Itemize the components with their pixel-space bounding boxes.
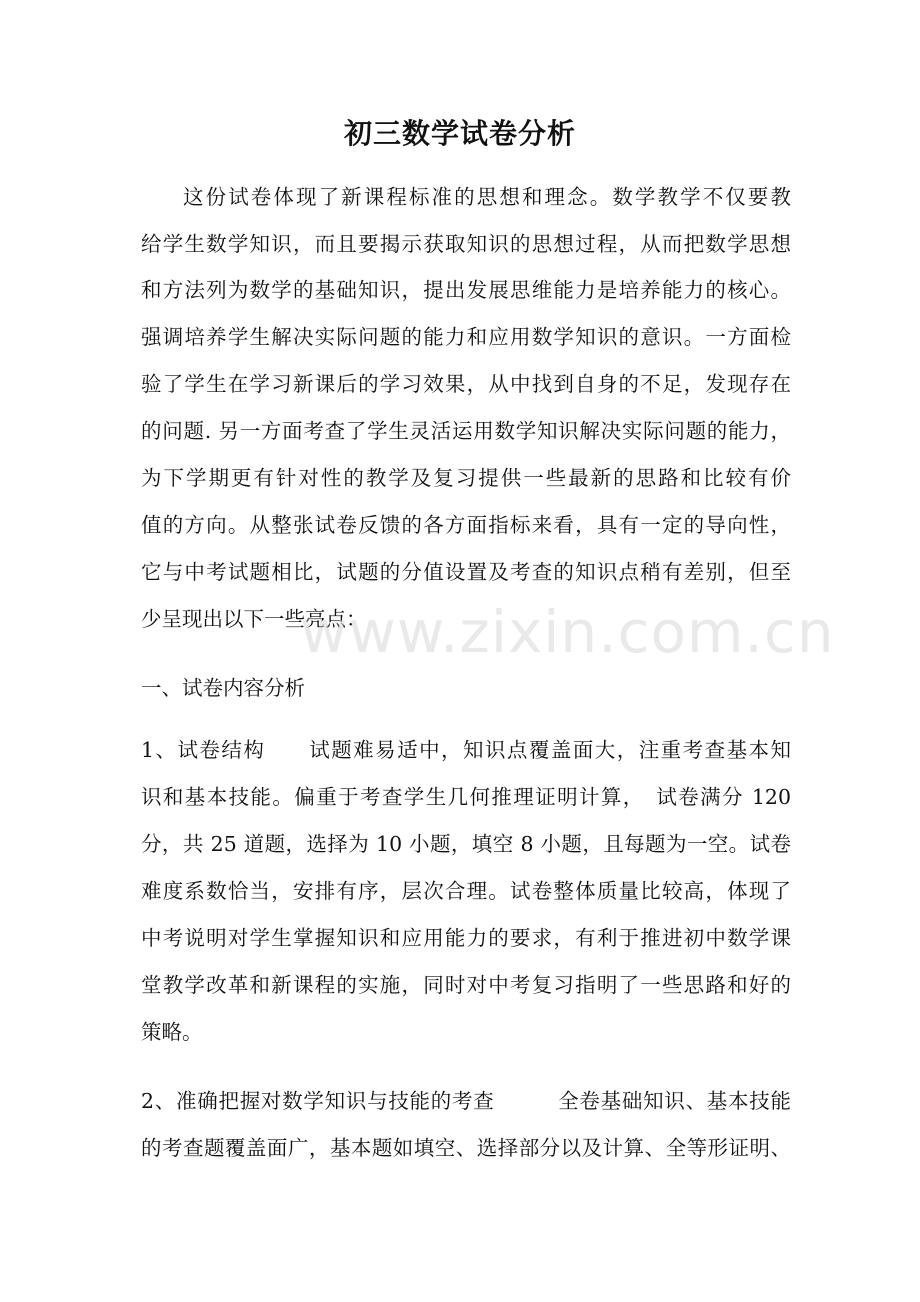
intro-line: 验了学生在学习新课后的学习效果，从中找到自身的不足，发现存在 bbox=[141, 372, 791, 396]
item1-line: 分，共 25 道题，选择为 10 小题，填空 8 小题，且每题为一空。试卷 bbox=[141, 832, 791, 856]
item2-line: 2、准确把握对数学知识与技能的考查 全卷基础知识、基本技能 bbox=[141, 1089, 791, 1113]
item1-line: 1、试卷结构 试题难易适中，知识点覆盖面大，注重考查基本知 bbox=[141, 738, 791, 762]
item1-line: 难度系数恰当，安排有序，层次合理。试卷整体质量比较高，体现了 bbox=[141, 879, 791, 903]
watermark: www.zixin.com.cn bbox=[300, 598, 835, 666]
document-title: 初三数学试卷分析 bbox=[343, 117, 576, 150]
intro-line: 和方法列为数学的基础知识，提出发展思维能力是培养能力的核心。 bbox=[141, 278, 791, 302]
intro-line: 的问题. 另一方面考查了学生灵活运用数学知识解决实际问题的能力， bbox=[141, 419, 791, 443]
item1-line: 策略。 bbox=[141, 1020, 203, 1044]
section-heading: 一、试卷内容分析 bbox=[141, 676, 305, 700]
item1-line: 堂教学改革和新课程的实施，同时对中考复习指明了一些思路和好的 bbox=[141, 973, 791, 997]
intro-line: 给学生数学知识，而且要揭示获取知识的思想过程，从而把数学思想 bbox=[141, 232, 791, 256]
intro-line: 强调培养学生解决实际问题的能力和应用数学知识的意识。一方面检 bbox=[141, 325, 791, 349]
item2-line: 的考查题覆盖面广，基本题如填空、选择部分以及计算、全等形证明、 bbox=[141, 1136, 791, 1160]
intro-line: 值的方向。从整张试卷反馈的各方面指标来看，具有一定的导向性， bbox=[141, 513, 791, 537]
intro-line: 它与中考试题相比，试题的分值设置及考查的知识点稍有差别，但至 bbox=[141, 560, 791, 584]
intro-line: 这份试卷体现了新课程标准的思想和理念。数学教学不仅要教 bbox=[183, 185, 791, 209]
item1-line: 中考说明对学生掌握知识和应用能力的要求，有利于推进初中数学课 bbox=[141, 926, 791, 950]
item1-line: 识和基本技能。偏重于考查学生几何推理证明计算， 试卷满分 120 bbox=[141, 785, 791, 809]
intro-line: 为下学期更有针对性的教学及复习提供一些最新的思路和比较有价 bbox=[141, 466, 791, 490]
intro-line: 少呈现出以下一些亮点： bbox=[141, 607, 367, 631]
